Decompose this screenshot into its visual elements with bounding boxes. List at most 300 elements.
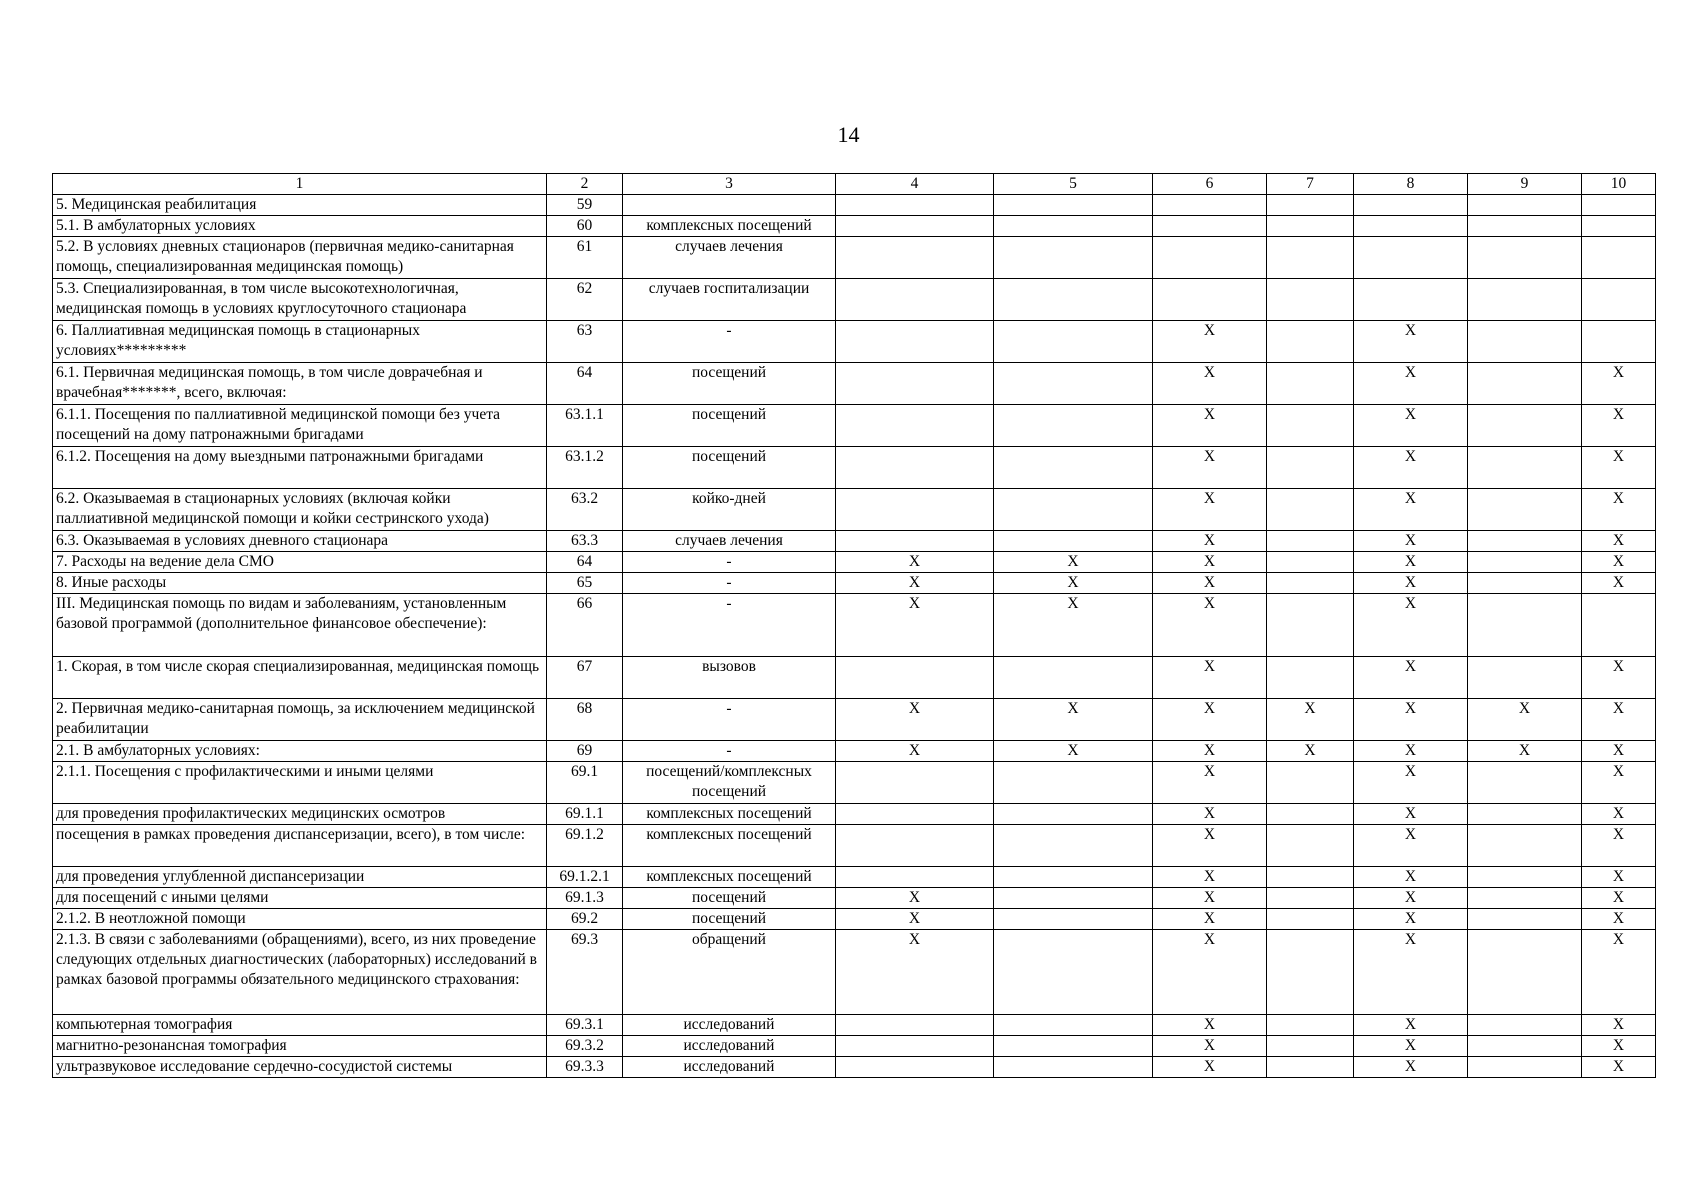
cell-col-9 (1468, 762, 1582, 804)
column-header: 10 (1582, 174, 1656, 195)
cell-col-8: X (1354, 1036, 1468, 1057)
cell-col-6: X (1153, 699, 1267, 741)
row-name: для проведения углубленной диспансеризации (53, 867, 547, 888)
table-row (53, 216, 1656, 237)
table-row (53, 909, 1656, 930)
cell-col-10: X (1582, 447, 1656, 489)
row-code: 64 (547, 552, 623, 573)
row-code: 67 (547, 657, 623, 699)
row-unit (623, 195, 836, 216)
cell-col-7 (1267, 762, 1354, 804)
cell-col-9 (1468, 657, 1582, 699)
cell-col-4 (836, 195, 994, 216)
cell-col-4 (836, 762, 994, 804)
table-row (53, 321, 1656, 363)
cell-col-9: X (1468, 699, 1582, 741)
cell-col-7 (1267, 552, 1354, 573)
cell-col-5 (994, 825, 1153, 867)
cell-col-5: X (994, 699, 1153, 741)
cell-col-5 (994, 447, 1153, 489)
cell-col-9 (1468, 1015, 1582, 1036)
cell-col-5 (994, 279, 1153, 321)
cell-col-4 (836, 531, 994, 552)
cell-col-10: X (1582, 489, 1656, 531)
cell-col-6: X (1153, 363, 1267, 405)
cell-col-5 (994, 363, 1153, 405)
cell-col-6: X (1153, 489, 1267, 531)
cell-col-10: X (1582, 888, 1656, 909)
table-row (53, 699, 1656, 741)
cell-col-5 (994, 1015, 1153, 1036)
cell-col-9 (1468, 1057, 1582, 1078)
cell-col-10 (1582, 216, 1656, 237)
row-unit: - (623, 594, 836, 657)
cell-col-7 (1267, 405, 1354, 447)
cell-col-8: X (1354, 531, 1468, 552)
table-row (53, 930, 1656, 1015)
row-name: 2.1.2. В неотложной помощи (53, 909, 547, 930)
row-name: 5.2. В условиях дневных стационаров (первичная медико-санитарная помощь, специализированная медицинская помощь) (53, 237, 547, 279)
cell-col-9 (1468, 447, 1582, 489)
cell-col-8: X (1354, 594, 1468, 657)
cell-col-5: X (994, 741, 1153, 762)
row-code: 69.1.2.1 (547, 867, 623, 888)
cell-col-9 (1468, 216, 1582, 237)
row-code: 63.1.2 (547, 447, 623, 489)
table-row (53, 1036, 1656, 1057)
cell-col-5 (994, 888, 1153, 909)
row-name: 5.3. Специализированная, в том числе высокотехнологичная, медицинская помощь в условиях круглосуточного стационара (53, 279, 547, 321)
cell-col-8 (1354, 279, 1468, 321)
cell-col-4: X (836, 594, 994, 657)
row-code: 69.3.2 (547, 1036, 623, 1057)
cell-col-10 (1582, 195, 1656, 216)
row-code: 69.2 (547, 909, 623, 930)
cell-col-4 (836, 447, 994, 489)
cell-col-9 (1468, 867, 1582, 888)
cell-col-10: X (1582, 657, 1656, 699)
row-unit: случаев госпитализации (623, 279, 836, 321)
row-name: 6.1.2. Посещения на дому выездными патронажными бригадами (53, 447, 547, 489)
cell-col-8: X (1354, 741, 1468, 762)
column-header: 3 (623, 174, 836, 195)
row-unit: посещений (623, 363, 836, 405)
table-row (53, 531, 1656, 552)
row-name: 2.1. В амбулаторных условиях: (53, 741, 547, 762)
cell-col-8: X (1354, 699, 1468, 741)
row-code: 63.2 (547, 489, 623, 531)
column-header: 9 (1468, 174, 1582, 195)
cell-col-5: X (994, 552, 1153, 573)
table-body (53, 195, 1656, 1078)
row-name: 6.2. Оказываемая в стационарных условиях (включая койки паллиативной медицинской помощи и койки сестринского ухода) (53, 489, 547, 531)
cell-col-6: X (1153, 594, 1267, 657)
row-name: 2.1.1. Посещения с профилактическими и иными целями (53, 762, 547, 804)
cell-col-5 (994, 321, 1153, 363)
row-code: 63.1.1 (547, 405, 623, 447)
row-name: 6. Паллиативная медицинская помощь в стационарных условиях********* (53, 321, 547, 363)
cell-col-4 (836, 405, 994, 447)
cell-col-8: X (1354, 489, 1468, 531)
cell-col-8: X (1354, 888, 1468, 909)
row-name: 6.1. Первичная медицинская помощь, в том числе доврачебная и врачебная*******, всего, включая: (53, 363, 547, 405)
table-row (53, 237, 1656, 279)
cell-col-5 (994, 489, 1153, 531)
cell-col-10: X (1582, 804, 1656, 825)
cell-col-5 (994, 909, 1153, 930)
row-code: 62 (547, 279, 623, 321)
row-code: 68 (547, 699, 623, 741)
cell-col-9 (1468, 825, 1582, 867)
cell-col-6: X (1153, 1015, 1267, 1036)
cell-col-8: X (1354, 657, 1468, 699)
cell-col-9 (1468, 1036, 1582, 1057)
cell-col-4: X (836, 552, 994, 573)
cell-col-9 (1468, 321, 1582, 363)
cell-col-10: X (1582, 1057, 1656, 1078)
cell-col-7 (1267, 489, 1354, 531)
table-row (53, 741, 1656, 762)
cell-col-9 (1468, 279, 1582, 321)
cell-col-6: X (1153, 657, 1267, 699)
row-code: 69.3.1 (547, 1015, 623, 1036)
cell-col-10 (1582, 594, 1656, 657)
row-name: 5.1. В амбулаторных условиях (53, 216, 547, 237)
cell-col-7 (1267, 321, 1354, 363)
row-unit: комплексных посещений (623, 825, 836, 867)
row-unit: посещений (623, 447, 836, 489)
column-header: 5 (994, 174, 1153, 195)
row-code: 69.3 (547, 930, 623, 1015)
page-number: 14 (837, 122, 860, 147)
cell-col-6: X (1153, 867, 1267, 888)
cell-col-10 (1582, 237, 1656, 279)
cell-col-10: X (1582, 531, 1656, 552)
cell-col-8 (1354, 195, 1468, 216)
cell-col-8: X (1354, 1057, 1468, 1078)
cell-col-8: X (1354, 867, 1468, 888)
row-code: 63.3 (547, 531, 623, 552)
cell-col-5 (994, 804, 1153, 825)
row-code: 59 (547, 195, 623, 216)
cell-col-8: X (1354, 363, 1468, 405)
cell-col-6: X (1153, 762, 1267, 804)
row-code: 69.1.2 (547, 825, 623, 867)
cell-col-9 (1468, 531, 1582, 552)
cell-col-10: X (1582, 1036, 1656, 1057)
cell-col-7 (1267, 867, 1354, 888)
table-row (53, 1057, 1656, 1078)
cell-col-7 (1267, 216, 1354, 237)
cell-col-6 (1153, 216, 1267, 237)
cell-col-9 (1468, 489, 1582, 531)
row-unit: посещений (623, 888, 836, 909)
row-code: 63 (547, 321, 623, 363)
cell-col-8: X (1354, 804, 1468, 825)
cell-col-8: X (1354, 762, 1468, 804)
cell-col-7: X (1267, 699, 1354, 741)
cell-col-7 (1267, 804, 1354, 825)
cell-col-6 (1153, 237, 1267, 279)
table-row (53, 279, 1656, 321)
row-unit: исследований (623, 1015, 836, 1036)
row-code: 65 (547, 573, 623, 594)
row-unit: комплексных посещений (623, 804, 836, 825)
cell-col-6: X (1153, 531, 1267, 552)
row-unit: случаев лечения (623, 237, 836, 279)
cell-col-8 (1354, 237, 1468, 279)
cell-col-7 (1267, 888, 1354, 909)
table-row (53, 888, 1656, 909)
cell-col-7 (1267, 1015, 1354, 1036)
cell-col-7 (1267, 531, 1354, 552)
cell-col-6: X (1153, 888, 1267, 909)
cell-col-7 (1267, 363, 1354, 405)
row-code: 69.1 (547, 762, 623, 804)
cell-col-6: X (1153, 552, 1267, 573)
cell-col-9 (1468, 594, 1582, 657)
table-row (53, 825, 1656, 867)
row-code: 60 (547, 216, 623, 237)
row-code: 69 (547, 741, 623, 762)
cell-col-9 (1468, 195, 1582, 216)
cell-col-7 (1267, 279, 1354, 321)
cell-col-9 (1468, 804, 1582, 825)
cell-col-8 (1354, 216, 1468, 237)
cell-col-6: X (1153, 741, 1267, 762)
cell-col-5: X (994, 573, 1153, 594)
row-unit: - (623, 741, 836, 762)
cell-col-7 (1267, 237, 1354, 279)
row-code: 64 (547, 363, 623, 405)
cell-col-10: X (1582, 762, 1656, 804)
cell-col-10 (1582, 321, 1656, 363)
cell-col-4 (836, 867, 994, 888)
row-name: ультразвуковое исследование сердечно-сосудистой системы (53, 1057, 547, 1078)
row-unit: - (623, 699, 836, 741)
cell-col-6: X (1153, 825, 1267, 867)
cell-col-8: X (1354, 573, 1468, 594)
cell-col-10: X (1582, 1015, 1656, 1036)
cell-col-5: X (994, 594, 1153, 657)
cell-col-6: X (1153, 321, 1267, 363)
column-number-row (53, 174, 1656, 195)
row-unit: вызовов (623, 657, 836, 699)
cell-col-5 (994, 216, 1153, 237)
cell-col-10 (1582, 279, 1656, 321)
cell-col-8: X (1354, 552, 1468, 573)
cell-col-6: X (1153, 804, 1267, 825)
row-name: III. Медицинская помощь по видам и заболеваниям, установленным базовой программой (дополнительное финансовое обеспечение): (53, 594, 547, 657)
cell-col-9 (1468, 552, 1582, 573)
cell-col-4: X (836, 741, 994, 762)
row-unit: исследований (623, 1036, 836, 1057)
row-unit: посещений/комплексных посещений (623, 762, 836, 804)
cell-col-6: X (1153, 405, 1267, 447)
table-row (53, 405, 1656, 447)
row-name: 2. Первичная медико-санитарная помощь, за исключением медицинской реабилитации (53, 699, 547, 741)
row-unit: комплексных посещений (623, 867, 836, 888)
cell-col-4 (836, 657, 994, 699)
table-row (53, 762, 1656, 804)
cell-col-5 (994, 237, 1153, 279)
cell-col-4: X (836, 930, 994, 1015)
cell-col-9 (1468, 405, 1582, 447)
cell-col-4: X (836, 573, 994, 594)
cell-col-5 (994, 1036, 1153, 1057)
row-code: 69.3.3 (547, 1057, 623, 1078)
cell-col-8: X (1354, 447, 1468, 489)
cell-col-6: X (1153, 573, 1267, 594)
cell-col-8: X (1354, 930, 1468, 1015)
cell-col-6: X (1153, 930, 1267, 1015)
row-name: 6.3. Оказываемая в условиях дневного стационара (53, 531, 547, 552)
cell-col-4 (836, 825, 994, 867)
row-name: 5. Медицинская реабилитация (53, 195, 547, 216)
cell-col-4 (836, 279, 994, 321)
cell-col-10: X (1582, 741, 1656, 762)
report-table (52, 173, 1656, 1078)
row-name: для посещений с иными целями (53, 888, 547, 909)
cell-col-10: X (1582, 825, 1656, 867)
column-header: 4 (836, 174, 994, 195)
cell-col-4: X (836, 888, 994, 909)
table-row (53, 867, 1656, 888)
cell-col-4 (836, 489, 994, 531)
row-name: 6.1.1. Посещения по паллиативной медицинской помощи без учета посещений на дому патронажными бригадами (53, 405, 547, 447)
cell-col-5 (994, 762, 1153, 804)
table-row (53, 552, 1656, 573)
cell-col-8: X (1354, 405, 1468, 447)
cell-col-7 (1267, 657, 1354, 699)
table-row (53, 573, 1656, 594)
row-unit: посещений (623, 405, 836, 447)
cell-col-7 (1267, 1057, 1354, 1078)
row-unit: исследований (623, 1057, 836, 1078)
cell-col-6 (1153, 195, 1267, 216)
cell-col-7 (1267, 195, 1354, 216)
row-unit: - (623, 552, 836, 573)
cell-col-6: X (1153, 1036, 1267, 1057)
row-unit: обращений (623, 930, 836, 1015)
cell-col-5 (994, 657, 1153, 699)
cell-col-4 (836, 237, 994, 279)
cell-col-10: X (1582, 405, 1656, 447)
cell-col-5 (994, 195, 1153, 216)
cell-col-6 (1153, 279, 1267, 321)
cell-col-10: X (1582, 363, 1656, 405)
cell-col-10: X (1582, 699, 1656, 741)
cell-col-4: X (836, 909, 994, 930)
cell-col-5 (994, 531, 1153, 552)
column-header: 2 (547, 174, 623, 195)
cell-col-4: X (836, 699, 994, 741)
cell-col-7 (1267, 1036, 1354, 1057)
cell-col-10: X (1582, 930, 1656, 1015)
cell-col-6: X (1153, 1057, 1267, 1078)
table-row (53, 1015, 1656, 1036)
row-code: 61 (547, 237, 623, 279)
cell-col-7 (1267, 573, 1354, 594)
row-name: магнитно-резонансная томография (53, 1036, 547, 1057)
row-unit: случаев лечения (623, 531, 836, 552)
cell-col-4 (836, 1036, 994, 1057)
row-unit: - (623, 321, 836, 363)
cell-col-9: X (1468, 741, 1582, 762)
cell-col-4 (836, 804, 994, 825)
cell-col-9 (1468, 888, 1582, 909)
row-name: посещения в рамках проведения диспансеризации, всего), в том числе: (53, 825, 547, 867)
table-row (53, 489, 1656, 531)
column-header: 6 (1153, 174, 1267, 195)
column-header: 7 (1267, 174, 1354, 195)
cell-col-4 (836, 321, 994, 363)
cell-col-9 (1468, 909, 1582, 930)
row-unit: койко-дней (623, 489, 836, 531)
row-code: 66 (547, 594, 623, 657)
cell-col-8: X (1354, 321, 1468, 363)
row-name: 7. Расходы на ведение дела СМО (53, 552, 547, 573)
table-row (53, 657, 1656, 699)
cell-col-9 (1468, 930, 1582, 1015)
cell-col-6: X (1153, 909, 1267, 930)
table-row (53, 804, 1656, 825)
row-name: 2.1.3. В связи с заболеваниями (обращениями), всего, из них проведение следующих отдельных диагностических (лабораторных) исследований в рамках базовой программы обязательного медицинского страхования: (53, 930, 547, 1015)
column-header: 1 (53, 174, 547, 195)
cell-col-5 (994, 867, 1153, 888)
row-name: компьютерная томография (53, 1015, 547, 1036)
cell-col-10: X (1582, 573, 1656, 594)
cell-col-8: X (1354, 1015, 1468, 1036)
table-row (53, 195, 1656, 216)
row-unit: посещений (623, 909, 836, 930)
cell-col-4 (836, 216, 994, 237)
cell-col-7: X (1267, 741, 1354, 762)
cell-col-10: X (1582, 552, 1656, 573)
cell-col-4 (836, 1057, 994, 1078)
row-name: 8. Иные расходы (53, 573, 547, 594)
cell-col-4 (836, 363, 994, 405)
row-name: для проведения профилактических медицинских осмотров (53, 804, 547, 825)
cell-col-9 (1468, 363, 1582, 405)
row-unit: - (623, 573, 836, 594)
cell-col-5 (994, 930, 1153, 1015)
cell-col-10: X (1582, 867, 1656, 888)
table-row (53, 447, 1656, 489)
cell-col-9 (1468, 573, 1582, 594)
table-row (53, 363, 1656, 405)
row-unit: комплексных посещений (623, 216, 836, 237)
table-row (53, 594, 1656, 657)
row-code: 69.1.3 (547, 888, 623, 909)
cell-col-10: X (1582, 909, 1656, 930)
column-header: 8 (1354, 174, 1468, 195)
cell-col-8: X (1354, 825, 1468, 867)
row-code: 69.1.1 (547, 804, 623, 825)
cell-col-7 (1267, 447, 1354, 489)
cell-col-7 (1267, 909, 1354, 930)
cell-col-4 (836, 1015, 994, 1036)
cell-col-9 (1468, 237, 1582, 279)
cell-col-6: X (1153, 447, 1267, 489)
cell-col-5 (994, 405, 1153, 447)
cell-col-7 (1267, 930, 1354, 1015)
cell-col-5 (994, 1057, 1153, 1078)
cell-col-7 (1267, 594, 1354, 657)
row-name: 1. Скорая, в том числе скорая специализированная, медицинская помощь (53, 657, 547, 699)
cell-col-7 (1267, 825, 1354, 867)
cell-col-8: X (1354, 909, 1468, 930)
